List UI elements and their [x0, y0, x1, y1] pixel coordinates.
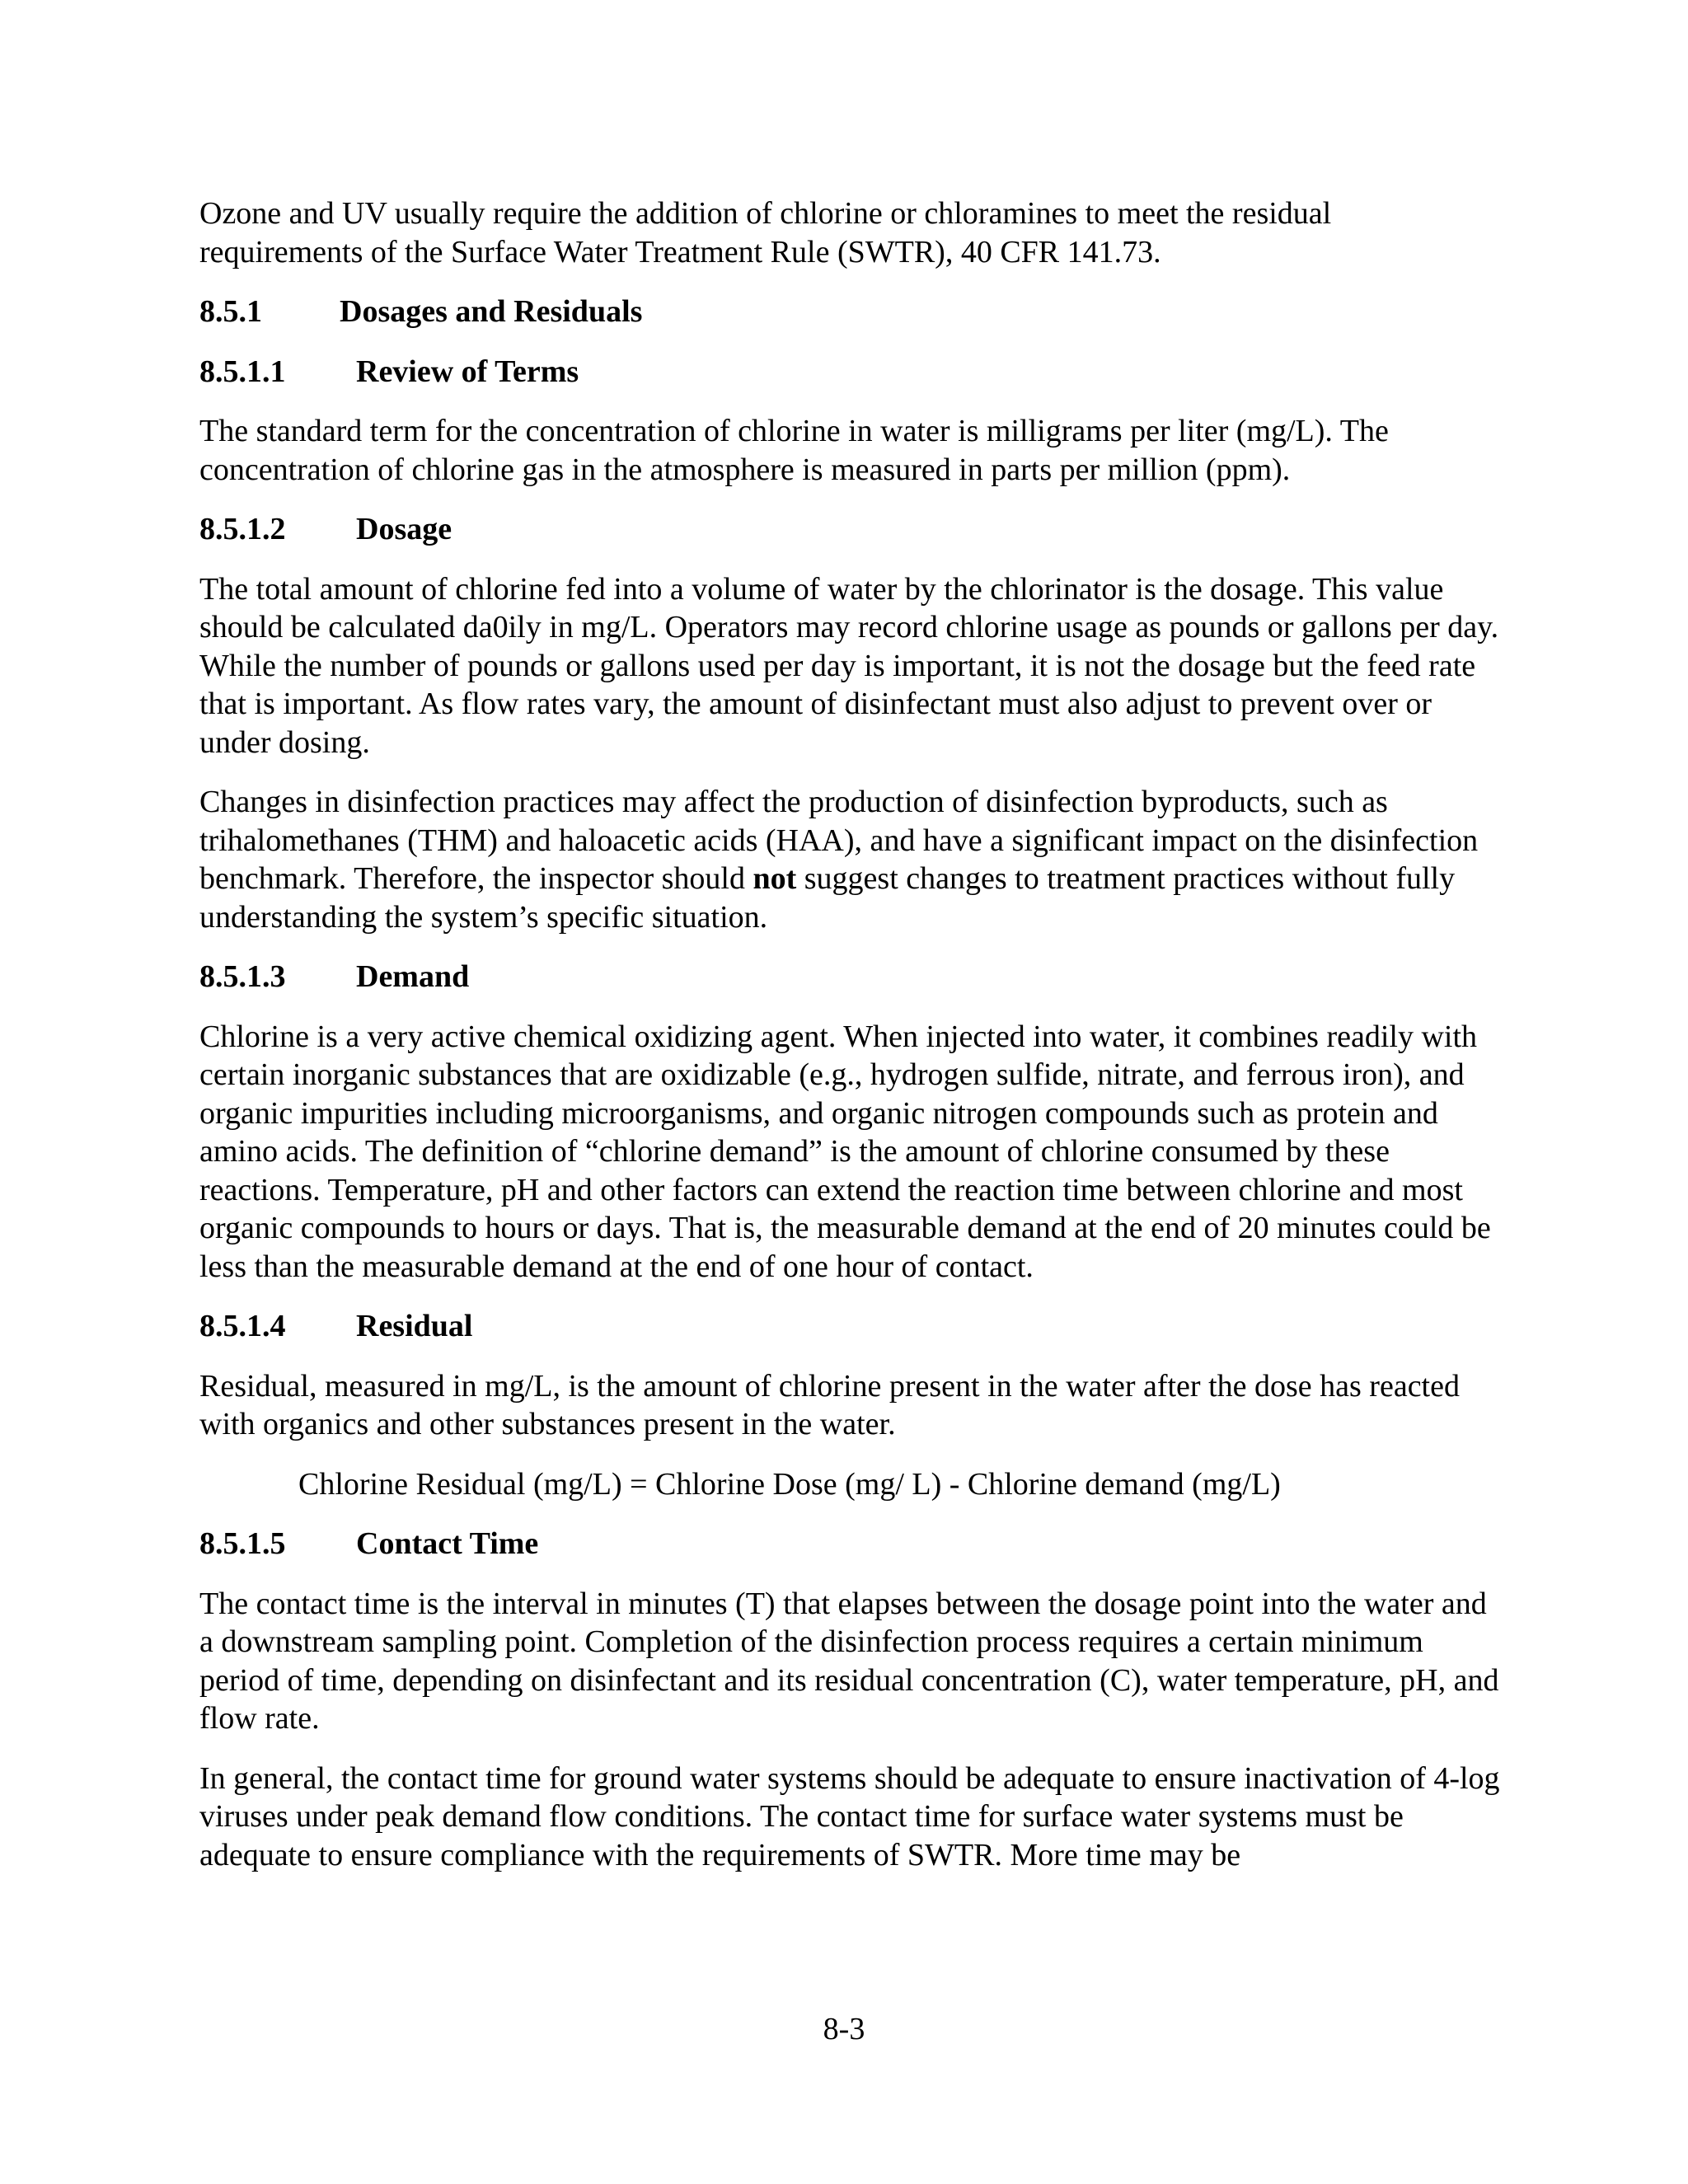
paragraph-text-start: Changes in disinfection practices may affect the production of disinfection byproducts, such as trihalomethanes (THM) and haloacetic acids (HAA), and have a significant impact on the disinfection benchmark. Therefore, the inspector should	[199, 785, 1479, 896]
heading-number: 8.5.1.5	[199, 1526, 286, 1561]
heading-8-5-1	[199, 293, 1502, 331]
heading-number: 8.5.1.2	[199, 512, 286, 546]
emphasis-not: not	[753, 861, 797, 896]
heading-title: Review of Terms	[356, 354, 579, 389]
heading-8-5-1-5	[199, 1525, 1502, 1563]
page-number: 8-3	[823, 2012, 865, 2046]
heading-title: Dosage	[356, 512, 452, 546]
heading-number: 8.5.1.3	[199, 959, 286, 994]
heading-8-5-1-1	[199, 353, 1502, 391]
heading-8-5-1-4	[199, 1307, 1502, 1346]
heading-number: 8.5.1.1	[199, 354, 286, 389]
heading-title: Dosages and Residuals	[340, 294, 643, 329]
contact-time-paragraph: The contact time is the interval in minutes (T) that elapses between the dosage point into the water and a downstream sampling point. Completion of the disinfection process requires a certain minimum period of time, depending on disinfectant and its residual concentration (C), water temperature, pH, and flow rate.	[199, 1586, 1499, 1736]
review-of-terms-paragraph: The standard term for the concentration of chlorine in water is milligrams per liter (mg/L). The concentration of chlorine gas in the atmosphere is measured in parts per million (ppm).	[199, 414, 1389, 487]
residual-paragraph: Residual, measured in mg/L, is the amount of chlorine present in the water after the dose has reacted with organics and other substances present in the water.	[199, 1368, 1460, 1441]
contact-time-general-paragraph: In general, the contact time for ground water systems should be adequate to ensure inactivation of 4-log viruses under peak demand flow conditions. The contact time for surface water systems must be adequate to ensure compliance with the requirements of SWTR. More time may be	[199, 1760, 1500, 1872]
heading-title: Demand	[356, 959, 470, 994]
page-body	[199, 194, 1502, 1896]
residual-equation: Chlorine Residual (mg/L) = Chlorine Dose (mg/ L) - Chlorine demand (mg/L)	[298, 1466, 1281, 1502]
heading-8-5-1-2	[199, 510, 1502, 549]
heading-8-5-1-3	[199, 958, 1502, 996]
paragraph-text-end: suggest changes to treatment practices without fully understanding the system’s specific situation.	[199, 861, 1456, 935]
dosage-paragraph: The total amount of chlorine fed into a volume of water by the chlorinator is the dosage. This value should be calculated da0ily in mg/L. Operators may record chlorine usage as pounds or gallons per day. While the number of pounds or gallons used per day is important, it is not the dosage but the feed rate that is important. As flow rates vary, the amount of disinfectant must also adjust to prevent over or under dosing.	[199, 571, 1499, 760]
heading-title: Residual	[356, 1309, 473, 1343]
heading-number: 8.5.1.4	[199, 1309, 286, 1343]
intro-paragraph: Ozone and UV usually require the addition of chlorine or chloramines to meet the residual requirements of the Surface Water Treatment Rule (SWTR), 40 CFR 141.73.	[199, 196, 1332, 269]
heading-title: Contact Time	[356, 1526, 539, 1561]
heading-number: 8.5.1	[199, 294, 262, 329]
dosage-changes-paragraph	[199, 783, 1502, 936]
demand-paragraph: Chlorine is a very active chemical oxidizing agent. When injected into water, it combines readily with certain inorganic substances that are oxidizable (e.g., hydrogen sulfide, nitrate, and ferrous iron), and organic impurities including microorganisms, and organic nitrogen compounds such as protein and amino acids. The definition of “chlorine demand” is the amount of chlorine consumed by these reactions. Temperature, pH and other factors can extend the reaction time between chlorine and most organic compounds to hours or days. That is, the measurable demand at the end of 20 minutes could be less than the measurable demand at the end of one hour of contact.	[199, 1019, 1491, 1284]
